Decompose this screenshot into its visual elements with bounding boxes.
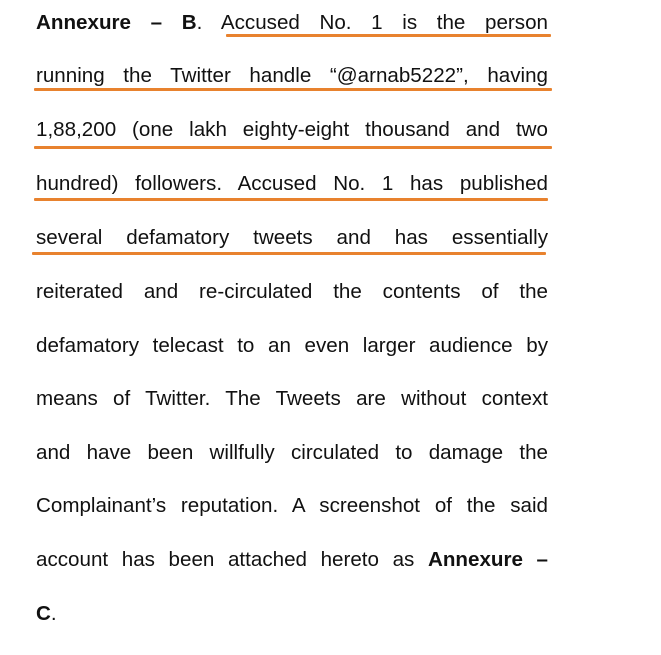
annexure-period: . (196, 11, 203, 34)
annexure-c-label: Annexure – (427, 548, 548, 571)
paragraph-line-5 (36, 224, 548, 252)
annexure-b-label: Annexure (36, 11, 131, 34)
highlight-underline-1 (226, 34, 551, 37)
body-text: and have been willfully circulated to damage the (36, 441, 548, 464)
final-period: . (50, 602, 57, 625)
body-text: Complainant’s reputation. A screenshot of the said (36, 494, 548, 517)
body-text: reiterated and re-circulated the contents of the (36, 280, 548, 303)
paragraph-line-11 (36, 546, 548, 574)
highlighted-text: several defamatory tweets and has essentially (36, 226, 548, 249)
paragraph-line-12 (36, 600, 548, 628)
highlight-underline-5 (32, 252, 546, 255)
annexure-dash: – (150, 11, 163, 34)
highlighted-text: Accused No. 1 is the person (220, 11, 548, 34)
highlight-underline-2 (34, 88, 552, 91)
highlight-underline-4 (34, 198, 548, 201)
paragraph-line-9 (36, 439, 548, 467)
paragraph-line-7 (36, 332, 548, 360)
paragraph-line-4 (36, 170, 548, 198)
highlighted-text: 1,88,200 (one lakh eighty-eight thousand and two (36, 118, 548, 141)
paragraph-line-3 (36, 116, 548, 144)
paragraph-line-1 (36, 9, 548, 37)
body-text: defamatory telecast to an even larger audience by (36, 334, 548, 357)
highlighted-text: running the Twitter handle “@arnab5222”, having (36, 64, 548, 87)
paragraph-line-8 (36, 385, 548, 413)
annexure-letter: B (181, 11, 197, 34)
paragraph-line-6 (36, 278, 548, 306)
body-text: means of Twitter. The Tweets are without context (36, 387, 548, 410)
paragraph-line-2 (36, 62, 548, 90)
highlighted-text: hundred) followers. Accused No. 1 has published (36, 172, 548, 195)
annexure-letter-group (182, 11, 203, 34)
highlight-underline-3 (34, 146, 552, 149)
annexure-c-letter: C (36, 602, 51, 625)
paragraph-line-10 (36, 492, 548, 520)
body-text: account has been attached hereto as (36, 548, 428, 571)
